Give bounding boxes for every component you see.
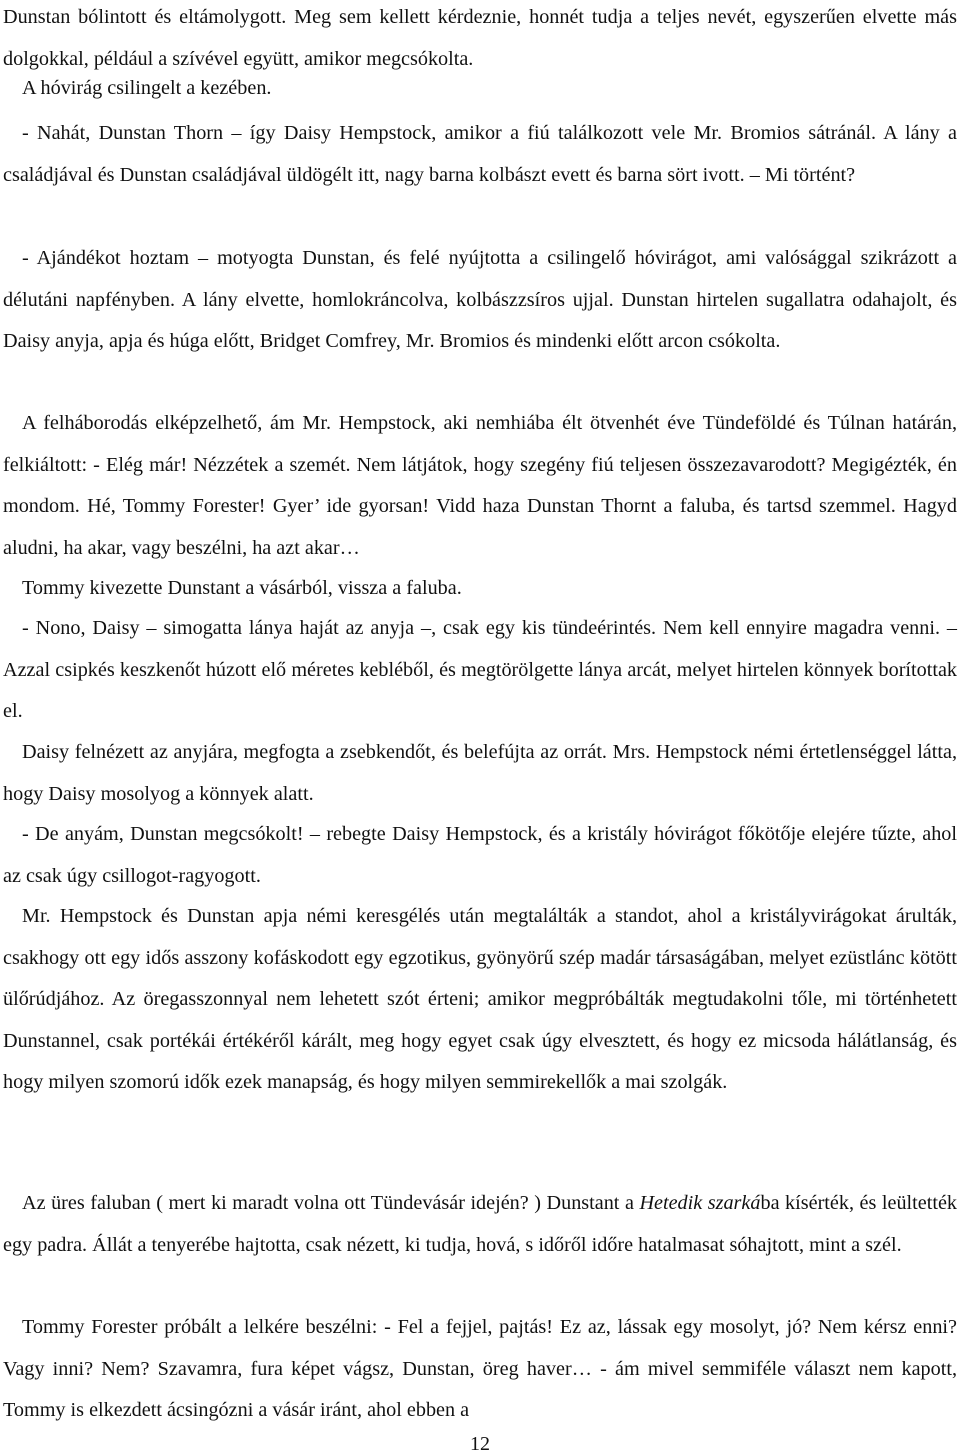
paragraph-10: Mr. Hempstock és Dunstan apja némi keresgélés után megtalálták a standot, ahol a kristályvirágokat árulták, csakhogy ott egy idős asszony kofáskodott egy egzotikus, gyönyörű szép madár társaságában, melyet ezüstlánc kötött ülőrúdjához. Az öregasszonnyal nem lehetett szót érteni; amikor megpróbálták megtudakolni tőle, mi történhetett Dunstannel, csak portékái értékéről kárált, meg hogy egyet csak úgy elvesztett, és hogy ez micsoda hálátlanság, és hogy milyen szomorú idők ezek manapság, és hogy milyen semmirekellők a mai szolgák. (3, 905, 957, 1093)
paragraph-7: - Nono, Daisy – simogatta lánya haját az anyja –, csak egy kis tündeérintés. Nem kell ennyire magadra venni. – Azzal csipkés keszkenőt húzott elő méretes kebléből, és megtörölgette lánya arcát, melyet hirtelen könnyek borítottak el. (3, 617, 957, 722)
paragraph-2: A hóvirág csilingelt a kezében. (22, 77, 272, 99)
paragraph-4: - Ajándékot hoztam – motyogta Dunstan, és felé nyújtotta a csilingelő hóvirágot, ami valósággal szikrázott a délutáni napfényben. A lány elvette, homlokráncolva, kolbászzsíros ujjal. Dunstan hirtelen sugallatra odahajolt, és Daisy anyja, apja és húga előtt, Bridget Comfrey, Mr. Bromios és mindenki előtt arcon csókolta. (3, 247, 957, 352)
italic-title: Hetedik szarká (639, 1192, 761, 1214)
paragraph-3: - Nahát, Dunstan Thorn – így Daisy Hempstock, amikor a fiú találkozott vele Mr. Bromios sátránál. A lány a családjával és Dunstan családjával üldögélt itt, nagy barna kolbászt evett és barna sört ivott. – Mi történt? (3, 122, 957, 186)
paragraph-11-end: ba kísérték, és leültették egy padra. Állát a tenyerébe hajtotta, csak nézett, ki tudja, hová, s időről időre hatalmasat sóhajtott, mint a szél. (3, 1192, 957, 1256)
paragraph-12: Tommy Forester próbált a lelkére beszélni: - Fel a fejjel, pajtás! Ez az, lássak egy mosolyt, jó? Nem kérsz enni? Vagy inni? Nem? Szavamra, fura képet vágsz, Dunstan, öreg haver… - ám mivel semmiféle választ nem kapott, Tommy is elkezdett ácsingózni a vásár iránt, ahol ebben a (3, 1316, 957, 1421)
paragraph-9: - De anyám, Dunstan megcsókolt! – rebegte Daisy Hempstock, és a kristály hóvirágot főkötője elejére tűzte, ahol az csak úgy csillogot-ragyogott. (3, 823, 957, 887)
paragraph-5: A felháborodás elképzelhető, ám Mr. Hempstock, aki nemhiába élt ötvenhét éve Tündeföldé és Túlnan határán, felkiáltott: - Elég már! Nézzétek a szemét. Nem látjátok, hogy szegény fiú teljesen összezavarodott? Megigézték, én mondom. Hé, Tommy Forester! Gyer’ ide gyorsan! Vidd haza Dunstan Thornt a faluba, és tartsd szemmel. Hagyd aludni, ha akar, vagy beszélni, ha azt akar… (3, 412, 957, 559)
paragraph-6: Tommy kivezette Dunstant a vásárból, vissza a faluba. (22, 577, 462, 599)
paragraph-11-start: Az üres faluban ( mert ki maradt volna ott Tündevásár idején? ) Dunstant a (22, 1192, 640, 1214)
paragraph-1: Dunstan bólintott és eltámolygott. Meg sem kellett kérdeznie, honnét tudja a teljes nevét, egyszerűen elvette más dolgokkal, például a szívével együtt, amikor megcsókolta. (3, 6, 957, 70)
paragraph-11 (3, 1183, 957, 1266)
paragraph-8: Daisy felnézett az anyjára, megfogta a zsebkendőt, és belefújta az orrát. Mrs. Hempstock némi értetlenséggel látta, hogy Daisy mosolyog a könnyek alatt. (3, 741, 957, 805)
page-number: 12 (470, 1433, 490, 1455)
